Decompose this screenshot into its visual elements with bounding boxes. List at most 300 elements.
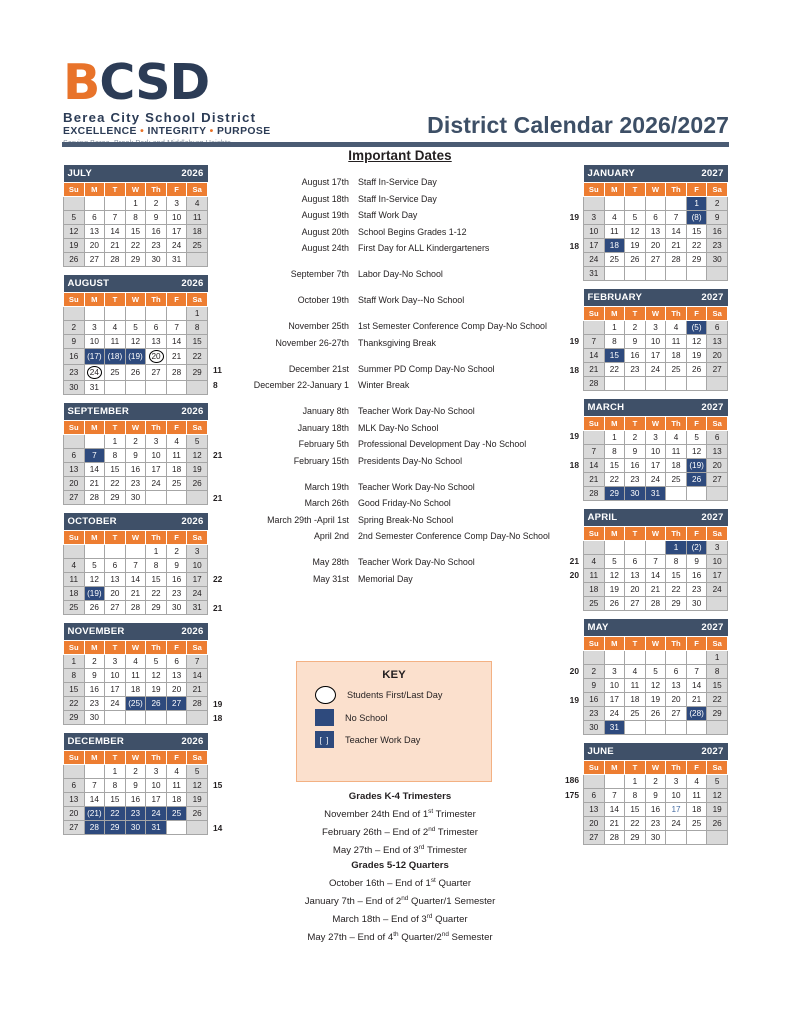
important-date-date: August 20th (301, 226, 349, 237)
day-cell-23: 23 (125, 807, 146, 821)
month-calendar-june (583, 743, 728, 845)
day-cell-22: 22 (666, 583, 687, 597)
dow-header-sa: Sa (187, 183, 208, 197)
week-row (64, 211, 208, 225)
empty-day-cell (707, 597, 728, 611)
day-cell-6: 6 (146, 321, 167, 335)
empty-day-cell (187, 821, 208, 835)
empty-day-cell (645, 541, 666, 555)
empty-day-cell (187, 381, 208, 395)
dow-header-f: F (166, 421, 187, 435)
important-date-date: August 24th (301, 243, 349, 253)
important-date-date: November 25th (288, 321, 349, 331)
dow-header-su: Su (64, 751, 85, 765)
day-cell-25: (25) (125, 697, 146, 711)
day-cell-23: 23 (584, 707, 605, 721)
dow-header-sa: Sa (707, 417, 728, 431)
week-row (584, 789, 728, 803)
day-cell-28: 28 (645, 597, 666, 611)
day-cell-23: 23 (84, 697, 105, 711)
day-cell-6: 6 (105, 559, 126, 573)
day-cell-21: (21) (84, 807, 105, 821)
day-cell-10: 10 (146, 779, 167, 793)
week-row (584, 555, 728, 569)
empty-day-cell (707, 267, 728, 281)
empty-day-cell (187, 711, 208, 725)
dow-header-m: M (604, 761, 625, 775)
day-cell-16: 16 (125, 463, 146, 477)
day-cell-23: 23 (625, 473, 646, 487)
day-cell-27: 27 (146, 365, 167, 381)
empty-day-cell (645, 651, 666, 665)
day-cell-14: 14 (604, 803, 625, 817)
day-cell-11: 11 (666, 335, 687, 349)
day-cell-12: 12 (125, 335, 146, 349)
dow-header-w: W (645, 761, 666, 775)
day-cell-16: 16 (64, 349, 85, 365)
grading-period-line: March 18th – End of 3rd Quarter (332, 912, 468, 926)
day-cell-10: 10 (645, 445, 666, 459)
important-date-date: April 2nd (313, 531, 349, 541)
day-cell-3: 3 (604, 665, 625, 679)
day-cell-14: 14 (645, 569, 666, 583)
day-cell-17: 17 (645, 349, 666, 363)
tagline-dot-1: • (136, 126, 148, 137)
day-cell-11: 11 (166, 449, 187, 463)
day-cell-21: 21 (187, 683, 208, 697)
legend-teacher-work-day-icon: [ ] (315, 731, 334, 748)
day-cell-8: 8 (666, 555, 687, 569)
week-row (64, 655, 208, 669)
day-cell-15: 15 (666, 569, 687, 583)
important-date-date: August 19th (301, 210, 349, 220)
important-date-date: March 26th (304, 498, 349, 508)
empty-day-cell (604, 267, 625, 281)
week-row (64, 225, 208, 239)
day-cell-11: 11 (64, 573, 85, 587)
day-cell-19: 19 (707, 803, 728, 817)
dow-header-f: F (166, 751, 187, 765)
week-row (64, 545, 208, 559)
empty-day-cell (625, 541, 646, 555)
day-cell-18: 18 (666, 459, 687, 473)
empty-day-cell (625, 377, 646, 391)
dow-header-t: T (105, 293, 126, 307)
day-cell-31: 31 (604, 721, 625, 735)
day-cell-26: 26 (125, 365, 146, 381)
important-date-date: January 18th (297, 422, 349, 433)
day-cell-28: 28 (666, 253, 687, 267)
empty-day-cell (64, 197, 85, 211)
month-year: 2026 (146, 275, 208, 293)
empty-day-cell (64, 435, 85, 449)
day-cell-4: 4 (166, 435, 187, 449)
important-date-row (222, 498, 578, 515)
month-calendar-february (583, 289, 728, 391)
logo-letter-b: B (63, 54, 100, 111)
day-cell-6: 6 (166, 655, 187, 669)
dow-header-f: F (166, 641, 187, 655)
day-cell-23: 23 (625, 363, 646, 377)
empty-day-cell (125, 381, 146, 395)
dow-header-f: F (686, 307, 707, 321)
legend-key-box (296, 661, 492, 782)
empty-day-cell (707, 377, 728, 391)
day-cell-24: 24 (645, 363, 666, 377)
empty-day-cell (84, 765, 105, 779)
school-day-count: 8 (213, 380, 218, 390)
day-cell-15: 15 (64, 683, 85, 697)
important-date-date: September 7th (290, 269, 349, 279)
day-cell-22: 22 (707, 693, 728, 707)
month-name: JANUARY (584, 165, 666, 183)
day-cell-14: 14 (166, 335, 187, 349)
month-name: OCTOBER (64, 513, 146, 531)
important-date-date: August 17th (301, 177, 349, 187)
day-cell-18: 18 (64, 587, 85, 601)
school-day-count: 19 (569, 694, 579, 705)
dow-header-sa: Sa (707, 761, 728, 775)
school-day-count: 20 (569, 570, 579, 581)
day-cell-31: 31 (146, 821, 167, 835)
dow-header-su: Su (584, 761, 605, 775)
month-year: 2026 (146, 403, 208, 421)
day-cell-22: 22 (604, 363, 625, 377)
empty-day-cell (625, 651, 646, 665)
day-cell-13: 13 (707, 445, 728, 459)
day-cell-7: 7 (84, 779, 105, 793)
day-cell-26: 26 (604, 597, 625, 611)
day-cell-25: 25 (666, 363, 687, 377)
day-cell-24: 24 (146, 477, 167, 491)
day-cell-5: 5 (146, 655, 167, 669)
important-dates-section (222, 148, 578, 590)
day-cell-19: 19 (64, 239, 85, 253)
day-cell-13: 13 (666, 679, 687, 693)
month-calendar-october (63, 513, 208, 615)
dow-header-m: M (84, 751, 105, 765)
day-cell-3: 3 (666, 775, 687, 789)
week-row (64, 435, 208, 449)
dow-header-su: Su (584, 527, 605, 541)
day-cell-13: 13 (105, 573, 126, 587)
important-date-date: December 22-January 1 (253, 380, 349, 390)
day-cell-8: 8 (64, 669, 85, 683)
day-cell-20 (146, 349, 167, 365)
day-cell-16: 16 (166, 573, 187, 587)
day-cell-19: 19 (625, 239, 646, 253)
day-cell-7: 7 (666, 211, 687, 225)
day-cell-29: 29 (146, 601, 167, 615)
school-day-count: 21 (213, 603, 223, 614)
month-name: JULY (64, 165, 146, 183)
day-cell-20: 20 (584, 817, 605, 831)
day-cell-31: 31 (187, 601, 208, 615)
day-cell-24: 24 (187, 587, 208, 601)
month-year: 2027 (666, 619, 728, 637)
school-day-count: 186 (565, 775, 579, 785)
day-cell-4: 4 (686, 775, 707, 789)
day-cell-15: 15 (604, 459, 625, 473)
day-cell-29: 29 (105, 491, 126, 505)
school-day-count: 19 (213, 698, 223, 709)
day-cell-13: 13 (707, 335, 728, 349)
week-row (584, 597, 728, 611)
dow-header-su: Su (584, 183, 605, 197)
dow-header-t: T (625, 307, 646, 321)
day-cell-9: 9 (125, 779, 146, 793)
empty-day-cell (125, 545, 146, 559)
week-row (584, 239, 728, 253)
day-cell-10: 10 (166, 211, 187, 225)
day-cell-16: 16 (707, 225, 728, 239)
day-cell-28: 28 (187, 697, 208, 711)
week-row (64, 587, 208, 601)
day-cell-19: (19) (84, 587, 105, 601)
day-cell-17: 17 (666, 803, 687, 817)
empty-day-cell (686, 487, 707, 501)
day-cell-12: 12 (604, 569, 625, 583)
day-cell-1: 1 (187, 307, 208, 321)
important-date-event: Professional Development Day -No School (358, 439, 527, 449)
dow-header-t: T (105, 183, 126, 197)
day-cell-21: 21 (645, 583, 666, 597)
empty-day-cell (707, 831, 728, 845)
day-cell-12: 12 (686, 445, 707, 459)
day-cell-30: 30 (707, 253, 728, 267)
day-cell-9: 9 (707, 211, 728, 225)
day-cell-1: 1 (707, 651, 728, 665)
week-row (64, 197, 208, 211)
important-date-event: Spring Break-No School (358, 514, 454, 525)
day-cell-3: 3 (584, 211, 605, 225)
students-first-last-day-marker: 24 (87, 366, 102, 379)
day-cell-6: 6 (84, 211, 105, 225)
day-cell-25: 25 (64, 601, 85, 615)
day-cell-19: 19 (686, 349, 707, 363)
day-cell-23: 23 (146, 239, 167, 253)
dow-header-m: M (604, 183, 625, 197)
legend-item-label: No School (345, 712, 388, 723)
day-cell-3: 3 (187, 545, 208, 559)
important-date-date: January 8th (302, 406, 349, 416)
legend-item-label: Teacher Work Day (345, 734, 421, 745)
day-cell-12: 12 (84, 573, 105, 587)
day-cell-16: 16 (645, 803, 666, 817)
dow-header-th: Th (666, 637, 687, 651)
grading-period-line: November 24th End of 1st Trimester (324, 808, 476, 821)
day-cell-5: 5 (187, 435, 208, 449)
day-cell-28: 28 (584, 377, 605, 391)
day-cell-14: 14 (105, 225, 126, 239)
week-row (584, 583, 728, 597)
day-cell-26: 26 (686, 473, 707, 487)
day-cell-20: 20 (64, 807, 85, 821)
logo-district-name: Berea City School District (63, 110, 257, 125)
grading-period-line: May 27th – End of 3rd Trimester (332, 844, 468, 857)
day-cell-11: 11 (625, 679, 646, 693)
school-day-count: 14 (213, 823, 223, 834)
important-date-row (222, 210, 578, 227)
day-cell-8: 8 (604, 335, 625, 349)
school-day-count: 21 (213, 493, 223, 504)
district-logo (63, 54, 303, 147)
day-cell-6: 6 (64, 779, 85, 793)
important-date-row (222, 423, 578, 440)
day-cell-20: 20 (84, 239, 105, 253)
dow-header-f: F (686, 527, 707, 541)
day-cell-25: 25 (166, 807, 187, 821)
day-cell-4: 4 (604, 211, 625, 225)
month-name: APRIL (584, 509, 666, 527)
week-row (64, 449, 208, 463)
dow-header-f: F (166, 183, 187, 197)
day-cell-8: 8 (105, 779, 126, 793)
dow-header-m: M (604, 307, 625, 321)
important-date-event: Staff Work Day (358, 210, 418, 220)
empty-day-cell (686, 831, 707, 845)
day-cell-17: (17) (84, 349, 105, 365)
month-year: 2026 (146, 513, 208, 531)
day-cell-29: 29 (604, 487, 625, 501)
day-cell-20: 20 (645, 239, 666, 253)
dow-header-m: M (84, 531, 105, 545)
grading-period-line: January 7th – End of 2nd Quarter/1 Semester (304, 894, 496, 907)
dow-header-w: W (645, 527, 666, 541)
empty-day-cell (105, 307, 126, 321)
day-cell-26: 26 (707, 817, 728, 831)
day-cell-26: 26 (187, 477, 208, 491)
day-cell-21: 21 (84, 477, 105, 491)
day-cell-14: 14 (666, 225, 687, 239)
logo-tagline (63, 126, 303, 137)
day-cell-10: 10 (604, 679, 625, 693)
dow-header-f: F (166, 293, 187, 307)
day-cell-19: 19 (187, 793, 208, 807)
day-cell-4: 4 (666, 321, 687, 335)
important-date-row (222, 380, 578, 406)
grading-period-line: February 26th – End of 2nd Trimester (322, 826, 478, 839)
tagline-excellence: EXCELLENCE (63, 126, 137, 137)
empty-day-cell (166, 307, 187, 321)
month-calendar-march (583, 399, 728, 501)
empty-day-cell (707, 721, 728, 735)
day-cell-14: 14 (584, 349, 605, 363)
day-cell-30: 30 (686, 597, 707, 611)
day-cell-8: 8 (625, 789, 646, 803)
day-cell-26: 26 (84, 601, 105, 615)
day-cell-29: 29 (125, 253, 146, 267)
empty-day-cell (166, 491, 187, 505)
day-cell-11: 11 (187, 211, 208, 225)
day-cell-21: 21 (166, 349, 187, 365)
day-cell-13: 13 (146, 335, 167, 349)
day-cell-13: 13 (84, 225, 105, 239)
day-cell-22: 22 (686, 239, 707, 253)
day-cell-23: 23 (707, 239, 728, 253)
month-year: 2027 (666, 743, 728, 761)
important-date-row (222, 439, 578, 456)
dow-header-m: M (604, 527, 625, 541)
important-date-event: Staff Work Day--No School (358, 295, 465, 305)
header-divider (62, 142, 729, 147)
empty-day-cell (604, 197, 625, 211)
important-date-row (222, 295, 578, 321)
day-cell-26: 26 (625, 253, 646, 267)
day-cell-6: 6 (707, 431, 728, 445)
day-cell-16: 16 (84, 683, 105, 697)
empty-day-cell (125, 711, 146, 725)
important-date-row (222, 406, 578, 423)
empty-day-cell (64, 545, 85, 559)
dow-header-th: Th (146, 183, 167, 197)
month-calendar-july (63, 165, 208, 267)
week-row (64, 307, 208, 321)
day-cell-6: 6 (584, 789, 605, 803)
grading-period-heading: Grades 5-12 Quarters (351, 859, 449, 871)
page-header (0, 0, 791, 150)
important-date-event: Teacher Work Day-No School (358, 406, 475, 416)
empty-day-cell (166, 821, 187, 835)
empty-day-cell (187, 491, 208, 505)
day-cell-7: 7 (166, 321, 187, 335)
day-cell-27: 27 (64, 491, 85, 505)
day-cell-27: 27 (64, 821, 85, 835)
day-cell-15: 15 (187, 335, 208, 349)
empty-day-cell (686, 651, 707, 665)
month-calendar-august (63, 275, 208, 395)
day-cell-1: 1 (666, 541, 687, 555)
day-cell-9: 9 (686, 555, 707, 569)
empty-day-cell (686, 721, 707, 735)
day-cell-2: 2 (625, 431, 646, 445)
week-row (64, 573, 208, 587)
dow-header-su: Su (64, 641, 85, 655)
day-cell-28: 28 (84, 821, 105, 835)
dow-header-sa: Sa (707, 637, 728, 651)
important-date-date: March 19th (304, 481, 349, 492)
day-cell-24: 24 (645, 473, 666, 487)
day-cell-5: 5 (625, 211, 646, 225)
day-cell-8: 8 (187, 321, 208, 335)
day-cell-24 (84, 365, 105, 381)
important-date-row (222, 456, 578, 482)
important-date-date: December 21st (288, 363, 349, 374)
day-cell-25: 25 (105, 365, 126, 381)
day-cell-30: 30 (645, 831, 666, 845)
important-date-date: February 5th (298, 439, 349, 449)
day-cell-3: 3 (84, 321, 105, 335)
dow-header-w: W (125, 293, 146, 307)
school-day-count: 19 (569, 431, 579, 441)
day-cell-17: 17 (146, 463, 167, 477)
month-name: MARCH (584, 399, 666, 417)
day-cell-20: 20 (64, 477, 85, 491)
empty-day-cell (146, 711, 167, 725)
empty-day-cell (666, 721, 687, 735)
week-row (64, 365, 208, 381)
day-cell-21: 21 (584, 473, 605, 487)
dow-header-f: F (686, 183, 707, 197)
day-cell-12: 12 (187, 779, 208, 793)
week-row (64, 381, 208, 395)
day-cell-31: 31 (84, 381, 105, 395)
dow-header-t: T (625, 761, 646, 775)
day-cell-27: 27 (707, 363, 728, 377)
empty-day-cell (666, 197, 687, 211)
day-cell-18: 18 (604, 239, 625, 253)
empty-day-cell (604, 541, 625, 555)
